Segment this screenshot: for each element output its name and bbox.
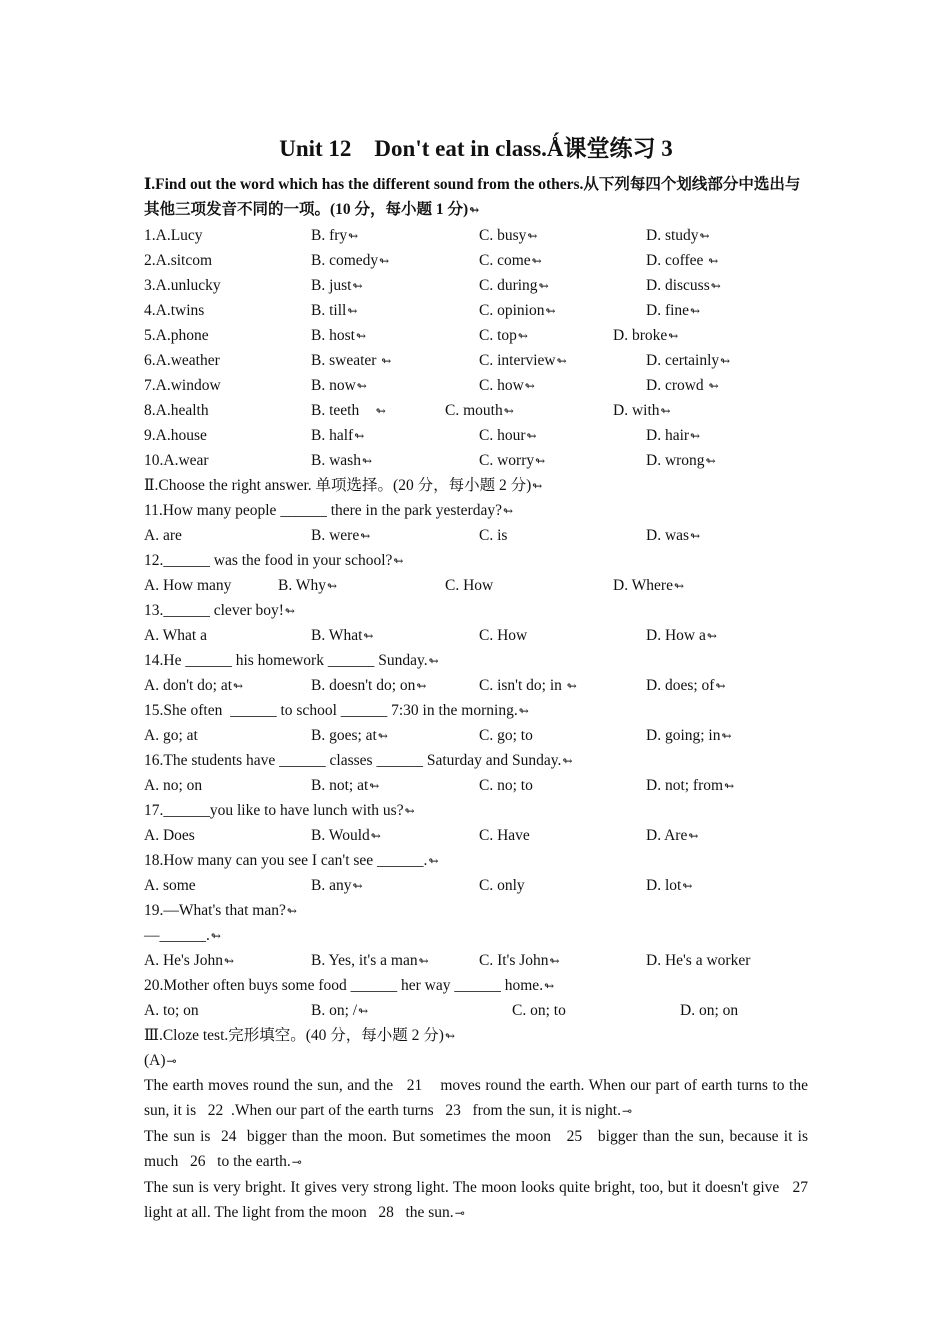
option-text: B. wash (311, 452, 361, 469)
paragraph-text: The sun is 24 bigger than the moon. But sometimes the moon 25 bigger than the sun, because it is much 26 to the earth. (144, 1128, 812, 1170)
paragraph-mark-icon: ↬ (708, 254, 719, 268)
option-text: 3.A.unlucky (144, 277, 221, 294)
paragraph-mark-icon: ↬ (358, 1004, 369, 1018)
option-b (311, 823, 381, 849)
question-row (144, 348, 808, 373)
option-a-text: A. don't do; at (144, 677, 233, 694)
question-text: 19.—What's that man? (144, 902, 286, 919)
paragraph-mark-icon: ↬ (524, 379, 535, 393)
paragraph-mark-icon: ↬ (715, 679, 726, 693)
paragraph-mark-icon: ↬ (428, 854, 439, 868)
option-b (311, 398, 386, 424)
option-text: C. top (479, 327, 517, 344)
option-text: D. wrong (646, 452, 705, 469)
option-text: D. with (613, 402, 660, 419)
option-b (311, 323, 366, 349)
option-b (311, 948, 429, 974)
paragraph-mark-icon: ↬ (355, 329, 366, 343)
option-a (144, 323, 209, 348)
answers-15 (144, 723, 808, 748)
option-text: 6.A.weather (144, 352, 220, 369)
question-row (144, 298, 808, 323)
option-text: B. teeth (311, 402, 375, 419)
option-c (479, 673, 577, 699)
paragraph-mark-icon: ↬ (538, 279, 549, 293)
paragraph-mark-icon: ↬ (532, 479, 543, 493)
question-row (144, 448, 808, 473)
paragraph-mark-icon: ↬ (469, 203, 480, 217)
paragraph-mark-icon: ↬ (233, 679, 244, 693)
option-text: D. coffee (646, 252, 708, 269)
section3-heading-text: Ⅲ.Cloze test.完形填空。(40 分，每小题 2 分) (144, 1027, 444, 1044)
option-text: 7.A.window (144, 377, 221, 394)
paragraph-mark-icon: ↬ (724, 779, 735, 793)
answers-19 (144, 948, 808, 973)
subheading-text: (A) (144, 1052, 166, 1069)
option-text: 1.A.Lucy (144, 227, 203, 244)
paragraph-mark-icon: ↬ (379, 254, 390, 268)
option-d (646, 423, 700, 449)
paragraph-mark-icon: ↬ (706, 629, 717, 643)
option-b (311, 673, 426, 699)
option-c (479, 423, 537, 449)
option-a: A. How many (144, 577, 232, 594)
paragraph-mark-icon: ↬ (690, 304, 701, 318)
option-c: C. Have (479, 827, 530, 844)
option-d (646, 223, 710, 249)
option-b-text: B. not; at (311, 777, 369, 794)
question-row (144, 423, 808, 448)
option-a (144, 223, 203, 248)
question-text: 15.She often ______ to school ______ 7:30 in the morning. (144, 702, 518, 719)
paragraph-mark-icon: ↬ (690, 429, 701, 443)
option-text: 8.A.health (144, 402, 209, 419)
option-d: D. on; on (680, 1002, 739, 1019)
paragraph-mark-icon: ↬ (518, 704, 529, 718)
paragraph-mark-icon: ↬ (668, 329, 679, 343)
paragraph-text: The sun is very bright. It gives very strong light. The moon looks quite bright, too, but it doesn't give 27 light at all. The light from the moon 28 the sun. (144, 1179, 820, 1221)
option-text: D. discuss (646, 277, 710, 294)
option-text: D. study (646, 227, 699, 244)
paragraph-text: The earth moves round the sun, and the 21 moves round the earth. When our part of earth turns to the sun, it is 22 .When our part of the earth turns 23 from the sun, it is night. (144, 1077, 812, 1119)
option-a (144, 448, 209, 473)
option-c: C. only (479, 877, 525, 894)
option-b (311, 223, 358, 249)
question-20 (144, 973, 808, 998)
option-d (646, 448, 716, 474)
option-b (311, 998, 368, 1024)
option-d: D. He's a worker (646, 952, 751, 969)
option-b (311, 873, 363, 899)
question-text: 11.How many people ______ there in the park yesterday? (144, 502, 502, 519)
question-19-reply (144, 923, 808, 948)
option-text: D. broke (613, 327, 668, 344)
option-b (311, 298, 357, 324)
paragraph-mark-icon: ↬ (428, 654, 439, 668)
line-break-icon: ⊸ (454, 1206, 465, 1220)
paragraph-mark-icon: ↬ (381, 354, 392, 368)
option-d-text: D. going; in (646, 727, 721, 744)
question-13 (144, 598, 808, 623)
paragraph-mark-icon: ↬ (699, 229, 710, 243)
option-a: A. no; on (144, 777, 203, 794)
paragraph-mark-icon: ↬ (284, 604, 295, 618)
option-text: B. just (311, 277, 352, 294)
question-text: —______. (144, 927, 210, 944)
paragraph-mark-icon: ↬ (690, 529, 701, 543)
option-d (646, 273, 721, 299)
paragraph-mark-icon: ↬ (377, 729, 388, 743)
paragraph-mark-icon: ↬ (326, 579, 338, 593)
option-text: C. how (479, 377, 524, 394)
answers-20 (144, 998, 808, 1023)
worksheet-page (144, 132, 820, 1226)
option-a-text: A. He's John (144, 952, 223, 969)
option-a (144, 673, 243, 699)
option-text: B. comedy (311, 252, 379, 269)
cloze-paragraph-1 (144, 1073, 812, 1124)
paragraph-mark-icon: ↬ (708, 379, 719, 393)
question-text: 14.He ______ his homework ______ Sunday. (144, 652, 428, 669)
paragraph-mark-icon: ↬ (444, 1029, 456, 1043)
answers-12 (144, 573, 808, 598)
option-d (646, 723, 732, 749)
paragraph-mark-icon: ↬ (545, 304, 556, 318)
option-b-text: B. Why (278, 577, 326, 594)
section2-heading (144, 473, 808, 498)
line-break-icon: ⊸ (166, 1054, 177, 1068)
option-text: D. hair (646, 427, 690, 444)
question-row (144, 223, 808, 248)
question-text: 17.______you like to have lunch with us? (144, 802, 404, 819)
option-text: C. busy (479, 227, 527, 244)
option-d (646, 823, 698, 849)
option-text: B. fry (311, 227, 348, 244)
option-b-text: B. doesn't do; on (311, 677, 416, 694)
option-text: 10.A.wear (144, 452, 209, 469)
option-d-text: D. Are (646, 827, 688, 844)
question-14 (144, 648, 808, 673)
option-b-text: B. Would (311, 827, 370, 844)
question-15 (144, 698, 808, 723)
option-c (479, 223, 537, 249)
option-c: C. on; to (512, 1002, 566, 1019)
question-row (144, 373, 808, 398)
question-12 (144, 548, 808, 573)
paragraph-mark-icon: ↬ (352, 279, 363, 293)
question-11 (144, 498, 808, 523)
section3-subheading (144, 1048, 808, 1073)
line-break-icon: ⊸ (622, 1104, 633, 1118)
option-d (613, 323, 678, 349)
option-b-text: B. were (311, 527, 360, 544)
paragraph-mark-icon: ↬ (352, 879, 363, 893)
paragraph-mark-icon: ↬ (517, 329, 528, 343)
option-b (311, 523, 370, 549)
option-b-text: B. on; / (311, 1002, 358, 1019)
option-d (613, 573, 684, 599)
option-b-text: B. goes; at (311, 727, 377, 744)
section2-heading-text: Ⅱ.Choose the right answer. 单项选择。(20 分，每小题 2 分) (144, 477, 532, 494)
option-c (479, 273, 549, 299)
option-b (311, 423, 364, 449)
paragraph-mark-icon: ↬ (526, 429, 537, 443)
paragraph-mark-icon: ↬ (360, 529, 371, 543)
cloze-paragraph-2 (144, 1124, 812, 1175)
question-row (144, 248, 808, 273)
option-text: C. mouth (445, 402, 503, 419)
question-19 (144, 898, 808, 923)
option-a: A. some (144, 877, 196, 894)
section3-heading (144, 1023, 808, 1048)
title-text: Unit 12 Don't eat in class.Ǻ课堂练习 3 (279, 136, 673, 161)
paragraph-mark-icon: ↬ (549, 954, 560, 968)
paragraph-mark-icon: ↬ (503, 404, 514, 418)
option-d (646, 248, 718, 274)
paragraph-mark-icon: ↬ (721, 729, 732, 743)
question-16 (144, 748, 808, 773)
paragraph-mark-icon: ↬ (416, 679, 427, 693)
option-text: 2.A.sitcom (144, 252, 213, 269)
question-row (144, 323, 808, 348)
answers-11 (144, 523, 808, 548)
question-row (144, 273, 808, 298)
paragraph-mark-icon: ↬ (535, 454, 546, 468)
paragraph-mark-icon: ↬ (404, 804, 415, 818)
paragraph-mark-icon: ↬ (348, 229, 359, 243)
cloze-paragraph-3 (144, 1175, 820, 1226)
paragraph-mark-icon: ↬ (210, 929, 221, 943)
option-b-text: B. What (311, 627, 363, 644)
option-text: 5.A.phone (144, 327, 209, 344)
option-text: D. fine (646, 302, 690, 319)
option-d-text: D. was (646, 527, 690, 544)
paragraph-mark-icon: ↬ (393, 554, 404, 568)
option-d (646, 773, 734, 799)
paragraph-mark-icon: ↬ (347, 304, 358, 318)
option-d (613, 398, 671, 424)
question-text: 18.How many can you see I can't see ______. (144, 852, 428, 869)
option-text: B. now (311, 377, 356, 394)
paragraph-mark-icon: ↬ (556, 354, 567, 368)
option-text: C. during (479, 277, 538, 294)
option-c (479, 948, 560, 974)
option-c (479, 298, 556, 324)
option-text: B. half (311, 427, 354, 444)
option-text: C. hour (479, 427, 526, 444)
option-d (646, 348, 730, 374)
option-c: C. is (479, 527, 508, 544)
paragraph-mark-icon: ↬ (544, 979, 555, 993)
option-a: A. What a (144, 627, 207, 644)
option-d (646, 623, 717, 649)
option-b (311, 248, 389, 274)
line-break-icon: ⊸ (291, 1155, 302, 1169)
option-text: C. interview (479, 352, 556, 369)
option-a (144, 348, 220, 373)
option-b (311, 273, 363, 299)
paragraph-mark-icon: ↬ (660, 404, 671, 418)
paragraph-mark-icon: ↬ (562, 754, 573, 768)
option-d-text: D. lot (646, 877, 682, 894)
option-b (311, 773, 379, 799)
paragraph-mark-icon: ↬ (527, 229, 538, 243)
paragraph-mark-icon: ↬ (361, 454, 373, 468)
answers-14 (144, 673, 808, 698)
option-b (278, 573, 337, 599)
option-c (479, 448, 545, 474)
option-a (144, 373, 221, 398)
option-a: A. Does (144, 827, 195, 844)
option-a (144, 398, 209, 423)
option-d (646, 523, 700, 549)
option-c (479, 348, 567, 374)
answers-16 (144, 773, 808, 798)
option-c (479, 323, 528, 349)
question-text: 20.Mother often buys some food ______ her way ______ home. (144, 977, 544, 994)
option-text: B. till (311, 302, 347, 319)
option-text: C. come (479, 252, 531, 269)
question-text: 12.______ was the food in your school? (144, 552, 393, 569)
option-c (479, 248, 542, 274)
option-a (144, 273, 221, 298)
page-title (144, 132, 808, 166)
option-b (311, 448, 372, 474)
paragraph-mark-icon: ↬ (418, 954, 429, 968)
paragraph-mark-icon: ↬ (369, 779, 380, 793)
paragraph-mark-icon: ↬ (673, 579, 685, 593)
option-text: B. host (311, 327, 355, 344)
option-c: C. How (479, 627, 528, 644)
option-a: A. are (144, 527, 182, 544)
option-c-text: C. It's John (479, 952, 549, 969)
paragraph-mark-icon: ↬ (286, 904, 297, 918)
paragraph-mark-icon: ↬ (720, 354, 731, 368)
paragraph-mark-icon: ↬ (502, 504, 514, 518)
option-d (646, 673, 726, 699)
option-text: C. worry (479, 452, 535, 469)
option-b (311, 723, 388, 749)
paragraph-mark-icon: ↬ (354, 429, 365, 443)
option-d (646, 873, 692, 899)
option-b (311, 623, 373, 649)
paragraph-mark-icon: ↬ (705, 454, 716, 468)
option-c: C. How (445, 577, 494, 594)
question-text: 13.______ clever boy! (144, 602, 284, 619)
option-d-text: D. How a (646, 627, 706, 644)
section1-heading (144, 172, 808, 223)
paragraph-mark-icon: ↬ (370, 829, 381, 843)
option-text: D. certainly (646, 352, 720, 369)
paragraph-mark-icon: ↬ (688, 829, 699, 843)
question-18 (144, 848, 808, 873)
paragraph-mark-icon: ↬ (566, 679, 577, 693)
paragraph-mark-icon: ↬ (224, 954, 235, 968)
paragraph-mark-icon: ↬ (710, 279, 721, 293)
option-a: A. go; at (144, 727, 198, 744)
option-a (144, 298, 204, 323)
option-c-text: C. isn't do; in (479, 677, 566, 694)
option-d (646, 373, 719, 399)
option-b (311, 348, 391, 374)
option-c (445, 398, 514, 424)
option-text: B. sweater (311, 352, 381, 369)
option-text: C. opinion (479, 302, 545, 319)
option-a: A. to; on (144, 1002, 199, 1019)
option-c: C. go; to (479, 727, 533, 744)
option-text: D. crowd (646, 377, 708, 394)
option-d-text: D. not; from (646, 777, 724, 794)
section1-heading-text: Ⅰ.Find out the word which has the different sound from the others.从下列每四个划线部分中选出与其他三项发音不同的一项。(10 分，每小题 1 分) (144, 176, 801, 218)
question-text: 16.The students have ______ classes ______ Saturday and Sunday. (144, 752, 562, 769)
answers-18 (144, 873, 808, 898)
question-row (144, 398, 808, 423)
option-a (144, 423, 207, 448)
option-b-text: B. Yes, it's a man (311, 952, 418, 969)
answers-17 (144, 823, 808, 848)
paragraph-mark-icon: ↬ (356, 379, 367, 393)
option-d-text: D. does; of (646, 677, 715, 694)
section1-rows (144, 223, 808, 473)
paragraph-mark-icon: ↬ (682, 879, 693, 893)
paragraph-mark-icon: ↬ (363, 629, 374, 643)
option-a (144, 248, 212, 273)
paragraph-mark-icon: ↬ (375, 404, 386, 418)
option-c: C. no; to (479, 777, 533, 794)
option-a (144, 948, 234, 974)
question-17 (144, 798, 808, 823)
option-text: 4.A.twins (144, 302, 205, 319)
option-b-text: B. any (311, 877, 352, 894)
option-b (311, 373, 367, 399)
option-c (479, 373, 535, 399)
option-d (646, 298, 700, 324)
paragraph-mark-icon: ↬ (531, 254, 542, 268)
answers-13 (144, 623, 808, 648)
option-d-text: D. Where (613, 577, 673, 594)
option-text: 9.A.house (144, 427, 207, 444)
